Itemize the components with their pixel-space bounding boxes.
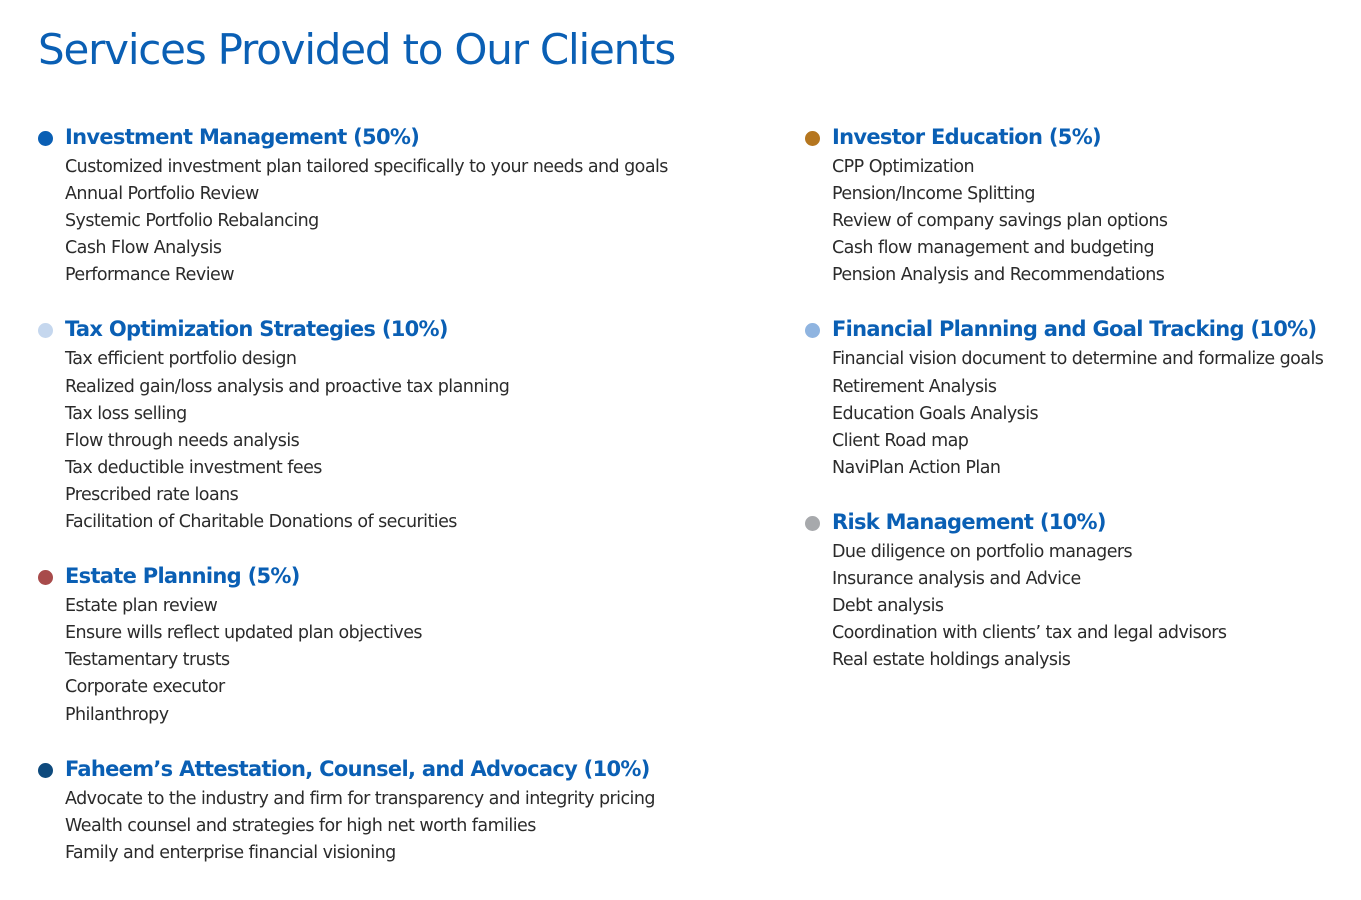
section-title: Investor Education (5%) [832, 125, 1101, 149]
list-item: Family and enterprise financial visioning [65, 842, 396, 863]
list-item: Corporate executor [65, 677, 225, 698]
section-title: Financial Planning and Goal Tracking (10%) [832, 317, 1317, 342]
bullet-dot-icon [38, 763, 53, 778]
list-item: Debt analysis [832, 596, 944, 617]
list-item: Customized investment plan tailored specifically to your needs and goals [65, 157, 668, 177]
section-header [804, 312, 1344, 346]
list-item: Insurance analysis and Advice [832, 569, 1081, 590]
left-column [37, 120, 737, 890]
right-column [804, 120, 1344, 697]
list-item: Systemic Portfolio Rebalancing [65, 211, 319, 232]
list-item: Realized gain/loss analysis and proactive tax planning [65, 376, 510, 397]
service-section [37, 559, 737, 728]
list-item: Pension/Income Splitting [832, 184, 1035, 205]
service-section [37, 120, 737, 289]
service-list [37, 593, 737, 728]
service-list [804, 346, 1344, 481]
section-header [37, 120, 737, 154]
bullet-dot-icon [805, 131, 820, 146]
list-item: Philanthropy [65, 704, 169, 725]
section-title: Tax Optimization Strategies (10%) [65, 317, 448, 342]
list-item: Advocate to the industry and firm for transparency and integrity pricing [65, 788, 655, 809]
bullet-dot-icon [38, 323, 53, 338]
page-title: Services Provided to Our Clients [38, 25, 676, 74]
list-item: Cash flow management and budgeting [832, 238, 1155, 259]
list-item: Financial vision document to determine and formalize goals [832, 349, 1324, 370]
bullet-dot-icon [38, 570, 53, 585]
list-item: Real estate holdings analysis [832, 650, 1071, 671]
list-item: Performance Review [65, 265, 234, 286]
bullet-dot-icon [38, 131, 53, 146]
list-item: Cash Flow Analysis [65, 238, 222, 259]
bullet-dot-icon [805, 323, 820, 338]
bullet-dot-icon [805, 516, 820, 531]
list-item: Retirement Analysis [832, 376, 997, 397]
section-title: Risk Management (10%) [832, 509, 1106, 534]
section-title: Faheem’s Attestation, Counsel, and Advocacy (10%) [65, 756, 650, 781]
service-section [37, 312, 737, 536]
list-item: Flow through needs analysis [65, 430, 300, 451]
list-item: Coordination with clients’ tax and legal advisors [832, 623, 1227, 644]
list-item: Ensure wills reflect updated plan objectives [65, 623, 422, 644]
section-header [804, 505, 1344, 539]
service-section [804, 120, 1344, 289]
list-item: Testamentary trusts [65, 650, 230, 671]
list-item: Client Road map [832, 430, 969, 451]
service-section [37, 752, 737, 867]
service-list [804, 154, 1344, 289]
service-list [804, 539, 1344, 674]
list-item: Tax loss selling [65, 403, 187, 424]
list-item: Education Goals Analysis [832, 403, 1039, 424]
service-list [37, 154, 737, 289]
list-item: Estate plan review [65, 596, 218, 617]
list-item: Wealth counsel and strategies for high net worth families [65, 815, 536, 836]
list-item: Pension Analysis and Recommendations [832, 265, 1165, 286]
service-list [37, 786, 737, 867]
section-header [37, 312, 737, 346]
service-list [37, 346, 737, 536]
list-item: Review of company savings plan options [832, 211, 1168, 232]
list-item: NaviPlan Action Plan [832, 457, 1001, 478]
list-item: Annual Portfolio Review [65, 184, 259, 205]
list-item: Tax deductible investment fees [65, 457, 322, 478]
list-item: Due diligence on portfolio managers [832, 541, 1133, 562]
section-title: Investment Management (50%) [65, 125, 420, 149]
service-section [804, 505, 1344, 674]
section-header [37, 559, 737, 593]
section-header [804, 120, 1344, 154]
list-item: Prescribed rate loans [65, 484, 239, 505]
list-item: Tax efficient portfolio design [65, 349, 297, 370]
section-title: Estate Planning (5%) [65, 564, 300, 589]
list-item: CPP Optimization [832, 157, 975, 177]
section-header [37, 752, 737, 786]
service-section [804, 312, 1344, 481]
list-item: Facilitation of Charitable Donations of securities [65, 512, 457, 533]
